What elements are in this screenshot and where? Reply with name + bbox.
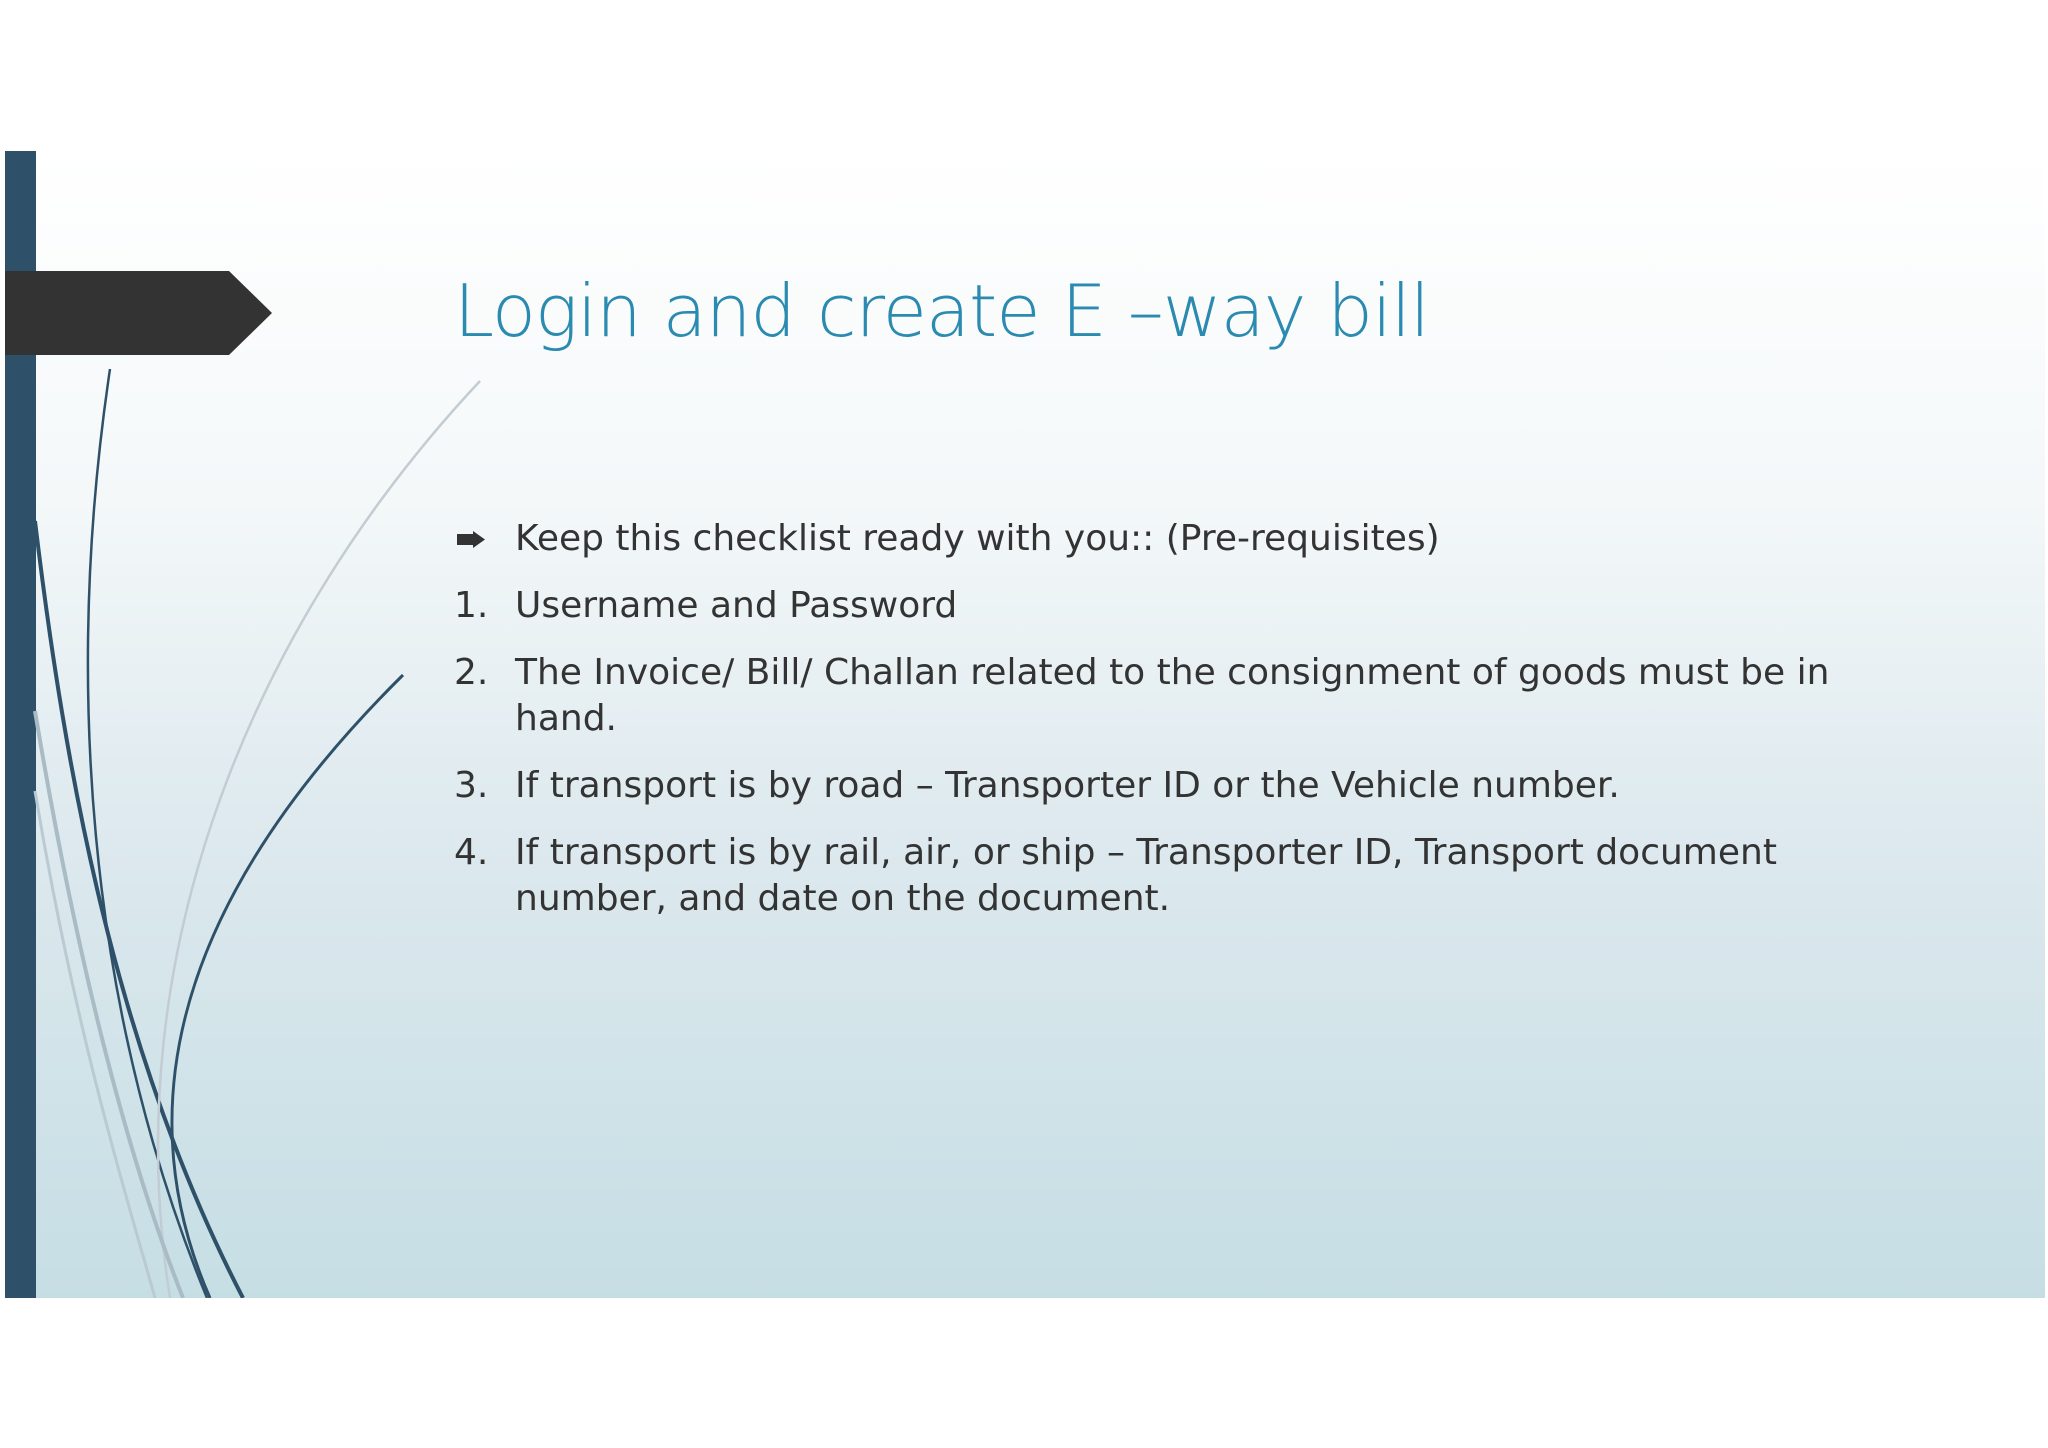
slide xyxy=(5,151,2045,1298)
swoosh-line xyxy=(88,369,207,1298)
checklist-intro-text: Keep this checklist ready with you:: (Pre-requisites) xyxy=(515,518,1440,559)
list-item-text: If transport is by road – Transporter ID or the Vehicle number. xyxy=(515,765,1620,806)
list-number: 4. xyxy=(454,832,489,873)
checklist xyxy=(454,516,1914,943)
list-item xyxy=(454,830,1914,922)
arrow-tab xyxy=(5,271,272,355)
swoosh-line xyxy=(158,381,480,1298)
arrow-bullet-icon xyxy=(457,531,485,548)
list-item xyxy=(454,583,1914,629)
list-number: 3. xyxy=(454,765,489,806)
swoosh-line xyxy=(35,521,243,1298)
list-number: 2. xyxy=(454,652,489,693)
list-item-text: If transport is by rail, air, or ship – Transporter ID, Transport document number, and date on the document. xyxy=(515,832,1777,919)
list-item-text: The Invoice/ Bill/ Challan related to the consignment of goods must be in hand. xyxy=(515,652,1830,739)
swoosh-line xyxy=(172,675,403,1298)
slide-title: Login and create E –way bill xyxy=(454,269,1430,353)
list-number: 1. xyxy=(454,585,489,626)
list-item xyxy=(454,650,1914,742)
swoosh-line xyxy=(35,791,155,1298)
list-item-text: Username and Password xyxy=(515,585,958,626)
list-item xyxy=(454,763,1914,809)
checklist-intro xyxy=(454,516,1914,562)
